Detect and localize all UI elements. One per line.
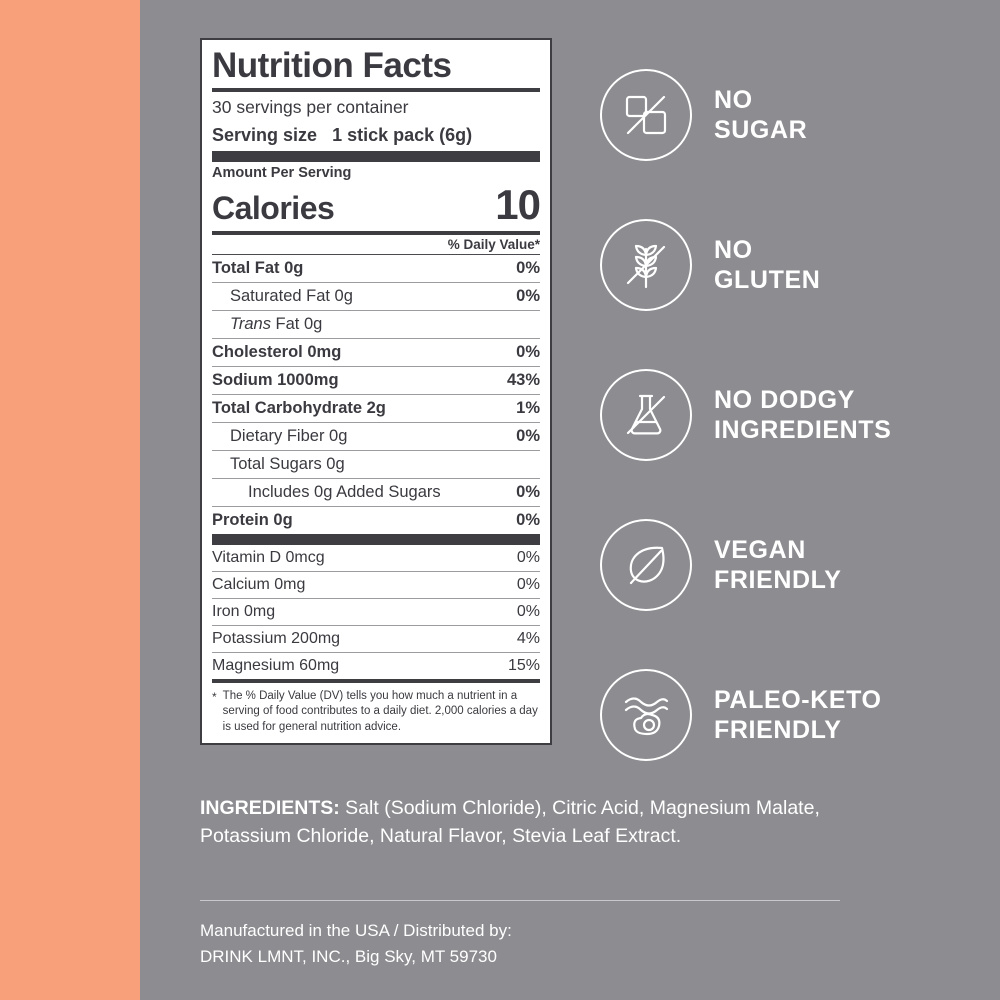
vitamin-row: [212, 652, 540, 679]
daily-value-header: % Daily Value*: [447, 236, 540, 252]
vitamin-name: Calcium 0mg: [212, 575, 306, 593]
ingredients-text: Salt (Sodium Chloride), Citric Acid, Magnesium Malate, Potassium Chloride, Natural Flavor, Stevia Leaf Extract.: [200, 797, 820, 847]
claim-label-line-2: FRIENDLY: [714, 566, 842, 594]
nutrient-name-italic: Trans: [230, 314, 271, 333]
vitamin-daily-value: 4%: [516, 629, 540, 647]
calories-row: [212, 181, 540, 231]
serving-size-row: [212, 122, 540, 151]
claim-item: [600, 190, 990, 340]
claim-label: [714, 85, 807, 145]
vitamin-name: Magnesium 60mg: [212, 656, 340, 674]
vitamin-rows: [212, 545, 540, 679]
nutrient-name: Total Sugars 0g: [230, 454, 345, 473]
claim-label: [714, 535, 842, 595]
footnote-text: The % Daily Value (DV) tells you how much a nutrient in a serving of food contributes to a daily diet. 2,000 calories a day is used for general nutrition advice.: [222, 689, 538, 733]
nutrition-facts-panel: [200, 38, 552, 745]
nutrient-daily-value: 0%: [516, 258, 540, 277]
claim-label-line-2: GLUTEN: [714, 266, 821, 294]
nutrient-row: [212, 338, 540, 366]
claim-item: [600, 340, 990, 490]
manufacturer-line-1: Manufactured in the USA / Distributed by:: [200, 921, 512, 940]
manufacturer-line-2: DRINK LMNT, INC., Big Sky, MT 59730: [200, 946, 497, 966]
ingredients-block: [200, 795, 840, 850]
claim-item: [600, 490, 990, 640]
claim-label-line-1: NO DODGY: [714, 386, 855, 414]
nutrient-row: [212, 394, 540, 422]
nutrient-row: [212, 450, 540, 478]
nutrient-name: Total Carbohydrate 2g: [212, 398, 386, 417]
serving-size-value: 1 stick pack (6g): [332, 124, 473, 145]
manufacturer-block: [200, 918, 840, 969]
nutrient-daily-value: 0%: [516, 286, 540, 305]
paleo-keto-bacon-egg-icon: [600, 669, 692, 761]
nutrient-name: Includes 0g Added Sugars: [248, 482, 441, 501]
vitamin-daily-value: 15%: [507, 656, 540, 674]
claim-label-line-1: NO: [714, 236, 753, 264]
divider-under-protein: [212, 534, 540, 545]
vitamin-row: [212, 545, 540, 571]
flavor-name: [0, 0, 140, 140]
claim-label-line-1: PALEO-KETO: [714, 686, 882, 714]
vitamin-row: [212, 571, 540, 598]
nutrient-row: [212, 310, 540, 338]
nutrient-name: Total Fat 0g: [212, 258, 304, 277]
nutrient-name: Protein 0g: [212, 510, 293, 529]
claim-label: [714, 235, 820, 295]
flavor-band: [0, 0, 140, 1000]
claim-label-line-2: INGREDIENTS: [714, 416, 892, 444]
divider-thick: [212, 151, 540, 162]
footnote: [212, 683, 540, 736]
nutrient-daily-value: 0%: [516, 342, 540, 361]
footnote-star: *: [212, 689, 217, 704]
nutrient-daily-value: 0%: [516, 482, 540, 501]
nutrient-name: Sodium 1000mg: [212, 370, 339, 389]
vitamin-daily-value: 0%: [516, 602, 540, 620]
servings-per-container: 30 servings per container: [212, 97, 409, 118]
claim-label-line-2: SUGAR: [714, 116, 808, 144]
vitamin-row: [212, 598, 540, 625]
claims-list: [600, 40, 990, 790]
nutrient-name: Dietary Fiber 0g: [230, 426, 348, 445]
nutrient-row: [212, 422, 540, 450]
nutrient-row: [212, 366, 540, 394]
no-dodgy-flask-icon: [600, 369, 692, 461]
vitamin-name: Vitamin D 0mcg: [212, 548, 325, 566]
nutrient-daily-value: 43%: [506, 370, 540, 389]
claim-label: [714, 385, 891, 445]
no-sugar-cubes-icon: [600, 69, 692, 161]
calories-value: 10: [495, 180, 540, 228]
claim-item: [600, 40, 990, 190]
ingredients-heading: INGREDIENTS:: [200, 797, 340, 819]
nutrient-daily-value: 0%: [516, 510, 540, 529]
nutrient-name: Cholesterol 0mg: [212, 342, 342, 361]
vegan-leaf-icon: [600, 519, 692, 611]
claim-label-line-2: FRIENDLY: [714, 716, 842, 744]
nutrient-row: [212, 478, 540, 506]
claim-label: [714, 685, 882, 745]
vitamin-name: Iron 0mg: [212, 602, 276, 620]
no-gluten-wheat-icon: [600, 219, 692, 311]
nutrient-daily-value: 1%: [516, 398, 540, 417]
nutrient-row: [212, 282, 540, 310]
serving-size-label: Serving size: [212, 124, 318, 145]
nutrient-name: Trans Fat 0g: [230, 314, 323, 333]
nutrient-rows: [212, 254, 540, 534]
nutrient-row: [212, 254, 540, 282]
calories-label: Calories: [212, 189, 335, 226]
claim-item: [600, 640, 990, 790]
claim-label-line-1: NO: [714, 86, 753, 114]
claim-label-line-1: VEGAN: [714, 536, 806, 564]
vitamin-daily-value: 0%: [516, 575, 540, 593]
nutrient-row: [212, 506, 540, 534]
vitamin-daily-value: 0%: [516, 548, 540, 566]
nutrient-name: Saturated Fat 0g: [230, 286, 353, 305]
vitamin-row: [212, 625, 540, 652]
nutrition-facts-title: Nutrition Facts: [212, 46, 452, 85]
footer-divider: [200, 900, 840, 901]
amount-per-serving-label: Amount Per Serving: [212, 164, 352, 181]
vitamin-name: Potassium 200mg: [212, 629, 341, 647]
nutrient-daily-value: 0%: [516, 426, 540, 445]
